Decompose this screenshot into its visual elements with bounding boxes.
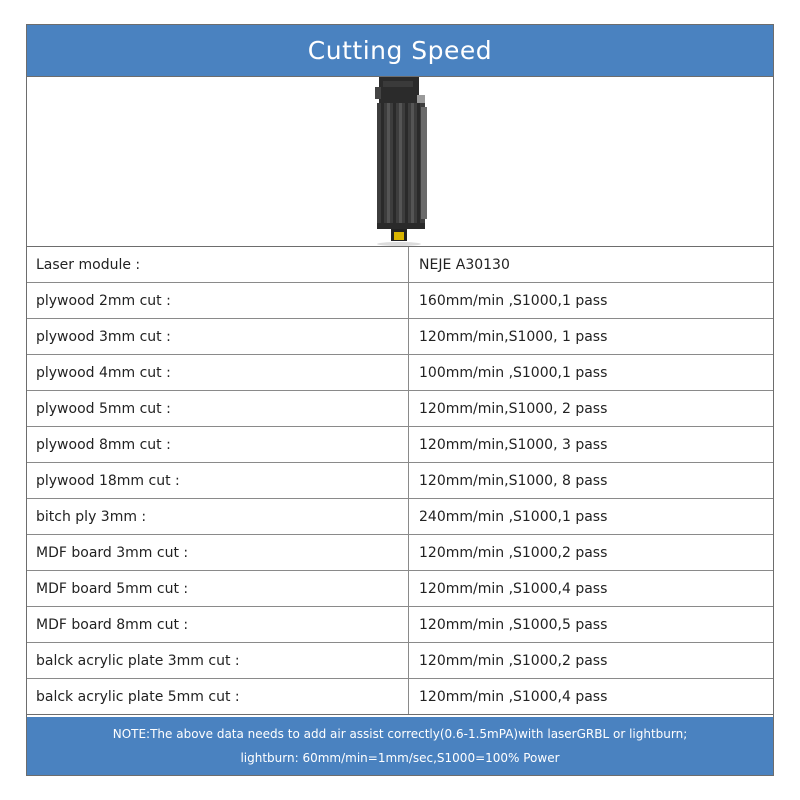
table-row: [27, 571, 773, 607]
table-row: [27, 427, 773, 463]
row-label: balck acrylic plate 5mm cut :: [27, 679, 409, 715]
row-value: 120mm/min,S1000, 1 pass: [409, 319, 774, 355]
row-value: 120mm/min ,S1000,4 pass: [409, 679, 774, 715]
row-value: 240mm/min ,S1000,1 pass: [409, 499, 774, 535]
row-label: plywood 8mm cut :: [27, 427, 409, 463]
page-title: Cutting Speed: [27, 25, 773, 77]
row-value: 120mm/min,S1000, 3 pass: [409, 427, 774, 463]
row-label: Laser module :: [27, 247, 409, 283]
row-value: 160mm/min ,S1000,1 pass: [409, 283, 774, 319]
row-value: NEJE A30130: [409, 247, 774, 283]
product-image-area: [27, 77, 773, 247]
table-row: [27, 499, 773, 535]
row-value: 120mm/min,S1000, 8 pass: [409, 463, 774, 499]
table-row: [27, 679, 773, 715]
cutting-speed-sheet: [26, 24, 774, 776]
row-label: plywood 18mm cut :: [27, 463, 409, 499]
table-row: [27, 319, 773, 355]
row-label: MDF board 3mm cut :: [27, 535, 409, 571]
row-label: MDF board 5mm cut :: [27, 571, 409, 607]
row-label: plywood 4mm cut :: [27, 355, 409, 391]
row-value: 100mm/min ,S1000,1 pass: [409, 355, 774, 391]
row-label: balck acrylic plate 3mm cut :: [27, 643, 409, 679]
note-line-2: lightburn: 60mm/min=1mm/sec,S1000=100% Power: [240, 751, 560, 765]
row-value: 120mm/min,S1000, 2 pass: [409, 391, 774, 427]
table-row: [27, 535, 773, 571]
row-value: 120mm/min ,S1000,5 pass: [409, 607, 774, 643]
row-label: bitch ply 3mm :: [27, 499, 409, 535]
laser-module-image: [373, 77, 433, 246]
row-label: plywood 2mm cut :: [27, 283, 409, 319]
table-row: [27, 247, 773, 283]
row-label: plywood 3mm cut :: [27, 319, 409, 355]
row-value: 120mm/min ,S1000,2 pass: [409, 535, 774, 571]
row-value: 120mm/min ,S1000,2 pass: [409, 643, 774, 679]
cutting-speed-table: [27, 247, 773, 715]
table-row: [27, 355, 773, 391]
table-row: [27, 643, 773, 679]
row-value: 120mm/min ,S1000,4 pass: [409, 571, 774, 607]
table-row: [27, 391, 773, 427]
row-label: MDF board 8mm cut :: [27, 607, 409, 643]
table-row: [27, 283, 773, 319]
table-row: [27, 607, 773, 643]
note-line-1: NOTE:The above data needs to add air assist correctly(0.6-1.5mPA)with laserGRBL or lightburn;: [112, 727, 688, 741]
note-banner: [27, 717, 773, 775]
row-label: plywood 5mm cut :: [27, 391, 409, 427]
table-row: [27, 463, 773, 499]
